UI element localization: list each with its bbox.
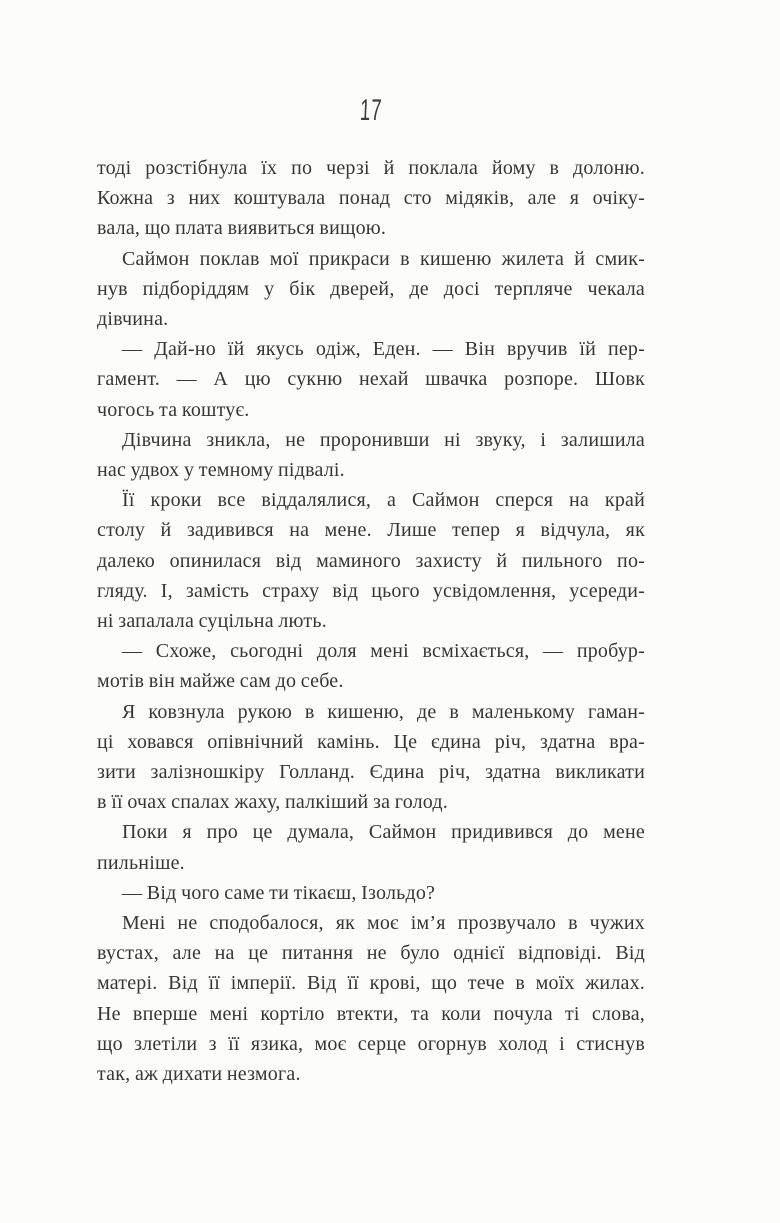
text-line: Її кроки все віддалялися, а Саймон сперся на край: [122, 489, 645, 512]
text-line: матері. Від її імперії. Від її крові, що тече в моїх жилах.: [97, 972, 645, 995]
page-body: [97, 153, 645, 1089]
text-line: Саймон поклав мої прикраси в кишеню жилета й смик-: [122, 247, 645, 270]
text-line: ні запалала суцільна лють.: [97, 610, 327, 633]
paragraph: [97, 485, 645, 636]
text-line: далеко опинилася від маминого захисту й пильного по-: [97, 549, 645, 572]
text-line: Поки я про це думала, Саймон придивився до мене: [122, 821, 645, 844]
paragraph: [97, 153, 645, 244]
paragraph: [97, 334, 645, 425]
text-line: Мені не сподобалося, як моє ім’я прозвучало в чужих: [122, 912, 645, 935]
paragraph: [97, 697, 645, 818]
text-line: столу й задивився на мене. Лише тепер я відчула, як: [97, 519, 645, 542]
text-line: вустах, але на це питання не було однієї відповіді. Від: [97, 942, 645, 965]
paragraph: [97, 244, 645, 335]
text-line: гляду. І, замість страху від цього усвідомлення, усереди-: [97, 579, 645, 602]
text-line: що злетіли з її язика, моє серце огорнув холод і стиснув: [97, 1032, 645, 1055]
paragraph: [97, 817, 645, 877]
text-line: дівчина.: [97, 308, 169, 331]
text-line: ці ховався опівнічний камінь. Це єдина річ, здатна вра-: [97, 730, 645, 753]
text-line: гамент. — А цю сукню нехай швачка розпоре. Шовк: [97, 368, 645, 391]
text-line: зити залізношкіру Голланд. Єдина річ, здатна викликати: [97, 761, 645, 784]
paragraph: [97, 878, 645, 908]
text-line: пильніше.: [97, 851, 185, 874]
text-line: — Від чого саме ти тікаєш, Ізольдо?: [122, 881, 436, 904]
paragraph: [97, 908, 645, 1089]
paragraph: [97, 636, 645, 696]
paragraph: [97, 425, 645, 485]
text-line: вала, що плата виявиться вищою.: [97, 217, 387, 240]
text-line: Дівчина зникла, не проронивши ні звуку, і залишила: [122, 428, 645, 451]
text-line: мотів він майже сам до себе.: [97, 670, 344, 693]
text-line: чогось та коштує.: [97, 398, 250, 421]
text-line: в її очах спалах жаху, палкіший за голод.: [97, 791, 449, 814]
text-line: Не вперше мені кортіло втекти, та коли почула ті слова,: [97, 1002, 645, 1025]
text-line: Я ковзнула рукою в кишеню, де в маленькому гаман-: [122, 700, 645, 723]
text-line: — Схоже, сьогодні доля мені всміхається, — пробур-: [122, 640, 645, 663]
text-line: тоді розстібнула їх по черзі й поклала йому в долоню.: [97, 157, 645, 179]
text-line: так, аж дихати незмога.: [97, 1063, 301, 1086]
text-line: нув підборіддям у бік дверей, де досі терпляче чекала: [97, 277, 645, 300]
text-line: Кожна з них коштувала понад сто мідяків, але я очіку-: [97, 187, 645, 210]
text-line: — Дай-но їй якусь одіж, Еден. — Він вручив їй пер-: [122, 338, 645, 361]
text-line: нас удвох у темному підвалі.: [97, 459, 345, 482]
page-number: 17: [359, 94, 383, 127]
